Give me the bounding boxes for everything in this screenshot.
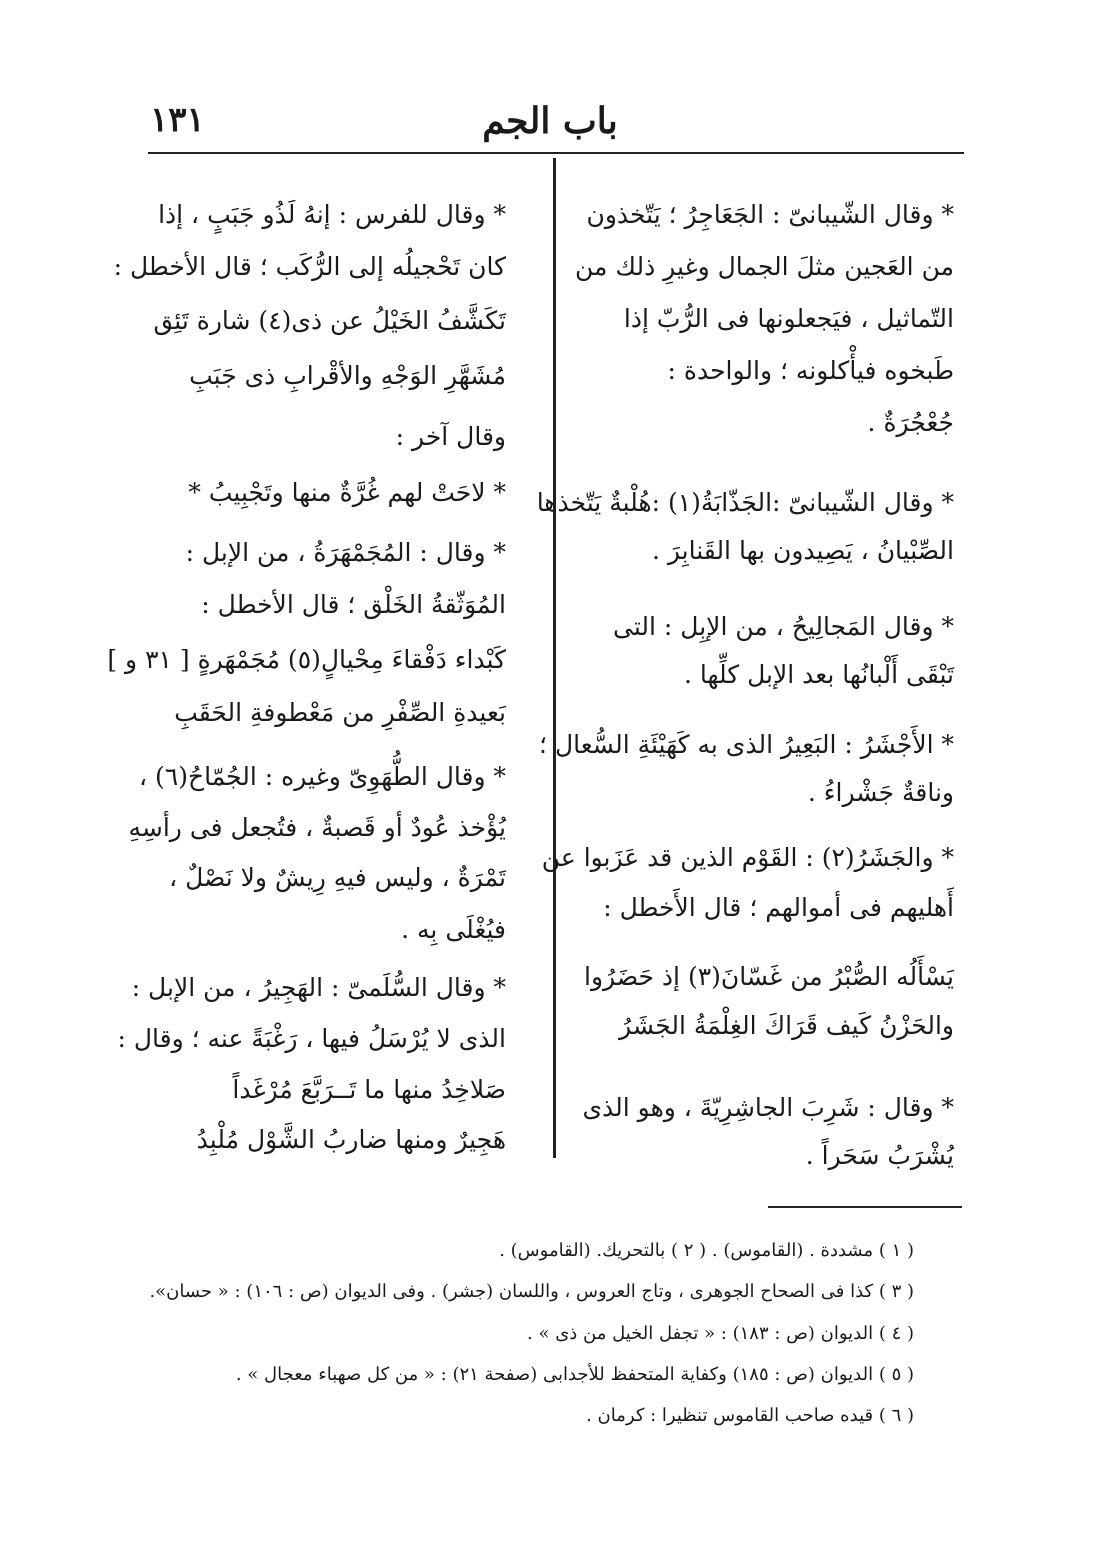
verse-line: صَلاخِدُ منها ما تَــرَبَّعَ مُرْغَداً [232, 1075, 506, 1104]
verse-line: كَبْداء دَفْقاءَ مِحْيالٍ(٥) مُجَمْهَرةٍ [ ٣١ و ] [107, 645, 506, 674]
verse-line: هَجِيرٌ ومنها ضاربُ الشَّوْل مُلْبِدُ [196, 1125, 506, 1154]
right-column-line: جُعْجُرَةٌ . [867, 408, 954, 437]
footnote-rule [768, 1206, 962, 1208]
verse-line: * لاحَتْ لهم غُرَّةٌ منها وتَجْبِيبُ * [188, 478, 506, 507]
right-column-line: * وقال المَجالِيحُ ، من الإبِل : التى [613, 612, 954, 641]
right-column-line: طَبخوه فيأْكلونه ؛ والواحدة : [667, 356, 954, 385]
right-column-line: * وقال الشّيبانىّ :الجَذّابَةُ(١) :هُلْبةٌ يَتّخذها [536, 488, 954, 517]
footnote: ( ٣ ) كذا فى الصحاح الجوهرى ، وتاج العروس ، واللسان (جشر) . وفى الديوان (ص : ١٠٦) : « حسان». [149, 1281, 914, 1302]
page-number: ١٣١ [150, 100, 205, 140]
left-column-line: * وقال السُّلَمىّ : الهَجِيرُ ، من الإبل : [131, 973, 506, 1002]
right-column-line: * وقال الشّيبانىّ : الجَعَاجِرُ ؛ يَتّخذون [586, 200, 954, 229]
verse-line: يَسْأَلُه الصُّبْرُ من غَسّانَ(٣) إذ حَضَرُوا [584, 962, 954, 991]
verse-line: والحَزْنُ كَيف قَرَاكَ الغِلْمَةُ الجَشَرُ [619, 1011, 954, 1040]
verse-line: مُشَهَّرِ الوَجْهِ والأقْرابِ ذى جَبَبِ [189, 361, 506, 390]
left-column-line: كان تَحْجيلُه إلى الرُّكَب ؛ قال الأخطل : [113, 252, 506, 281]
chapter-title: باب الجم [482, 100, 618, 142]
footnote: ( ٤ ) الديوان (ص : ١٨٣) : « تجفل الخيل من ذى » . [527, 1323, 914, 1344]
footnote: ( ٥ ) الديوان (ص : ١٨٥) وكفاية المتحفظ للأجدابى (صفحة ٢١) : « من كل صهباء معجال » . [235, 1364, 914, 1385]
left-column-line: وقال آخر : [395, 422, 506, 451]
right-column-line: من العَجين مثلَ الجمال وغيرِ ذلك من [575, 252, 954, 281]
right-column-line: * والجَشَرُ(٢) : القَوْم الذين قد عَزَبوا عن [541, 843, 954, 872]
header-rule [148, 152, 964, 154]
right-column-line: تَبْقَى أَلْبانُها بعد الإبل كلِّها . [683, 660, 954, 689]
left-column-line: يُؤْخذ عُودٌ أو قَصبةٌ ، فتُجعل فى رأسِهِ [128, 813, 506, 842]
left-column-line: الذى لا يُرْسَلُ فيها ، رَغْبَةً عنه ؛ وقال : [117, 1024, 506, 1053]
left-column-line: * وقال للفرس : إنهُ لَذُو جَبَبٍ ، إذا [158, 200, 506, 229]
right-column-line: أَهليهم فى أموالهم ؛ قال الأَخطل : [603, 893, 954, 922]
footnote: ( ١ ) مشددة . (القاموس) . ( ٢ ) بالتحريك. (القاموس) . [499, 1240, 914, 1261]
left-column-line: تَمْرَةٌ ، وليس فيهِ رِيشٌ ولا نَصْلٌ ، [169, 863, 506, 892]
right-column-line: وناقةٌ جَشْراءُ . [807, 778, 954, 807]
right-column-line: يُشْرَبُ سَحَراً . [805, 1141, 954, 1170]
left-column-line: * وقال : المُجَمْهَرَةُ ، من الإبل : [185, 538, 506, 567]
left-column-line: المُوَثّقةُ الخَلْق ؛ قال الأخطل : [201, 590, 506, 619]
left-column-line: فيُغْلَى بِه . [401, 915, 506, 944]
verse-line: تَكَشَّفُ الخَيْلُ عن ذى(٤) شارة تَئِق [153, 306, 506, 335]
right-column-line: * وقال : شَرِبَ الجاشِرِيّةَ ، وهو الذى [582, 1093, 954, 1122]
verse-line: بَعيدةِ الصِّفْرِ من مَعْطوفةِ الحَقَبِ [174, 698, 506, 727]
right-column-line: التّماثيل ، فيَجعلونها فى الرُّبّ إذا [623, 304, 954, 333]
left-column-line: * وقال الطُّهَوِىّ وغيره : الجُمّاحُ(٦) ، [138, 762, 506, 791]
right-column-line: الصِّبْيانُ ، يَصِيدون بها القَنابِرَ . [651, 536, 954, 565]
right-column-line: * الأَجْشَرُ : البَعِيرُ الذى به كَهَيْئَةِ السُّعال ؛ [539, 730, 954, 759]
footnote: ( ٦ ) قيده صاحب القاموس تنظيرا : كرمان . [586, 1405, 914, 1426]
